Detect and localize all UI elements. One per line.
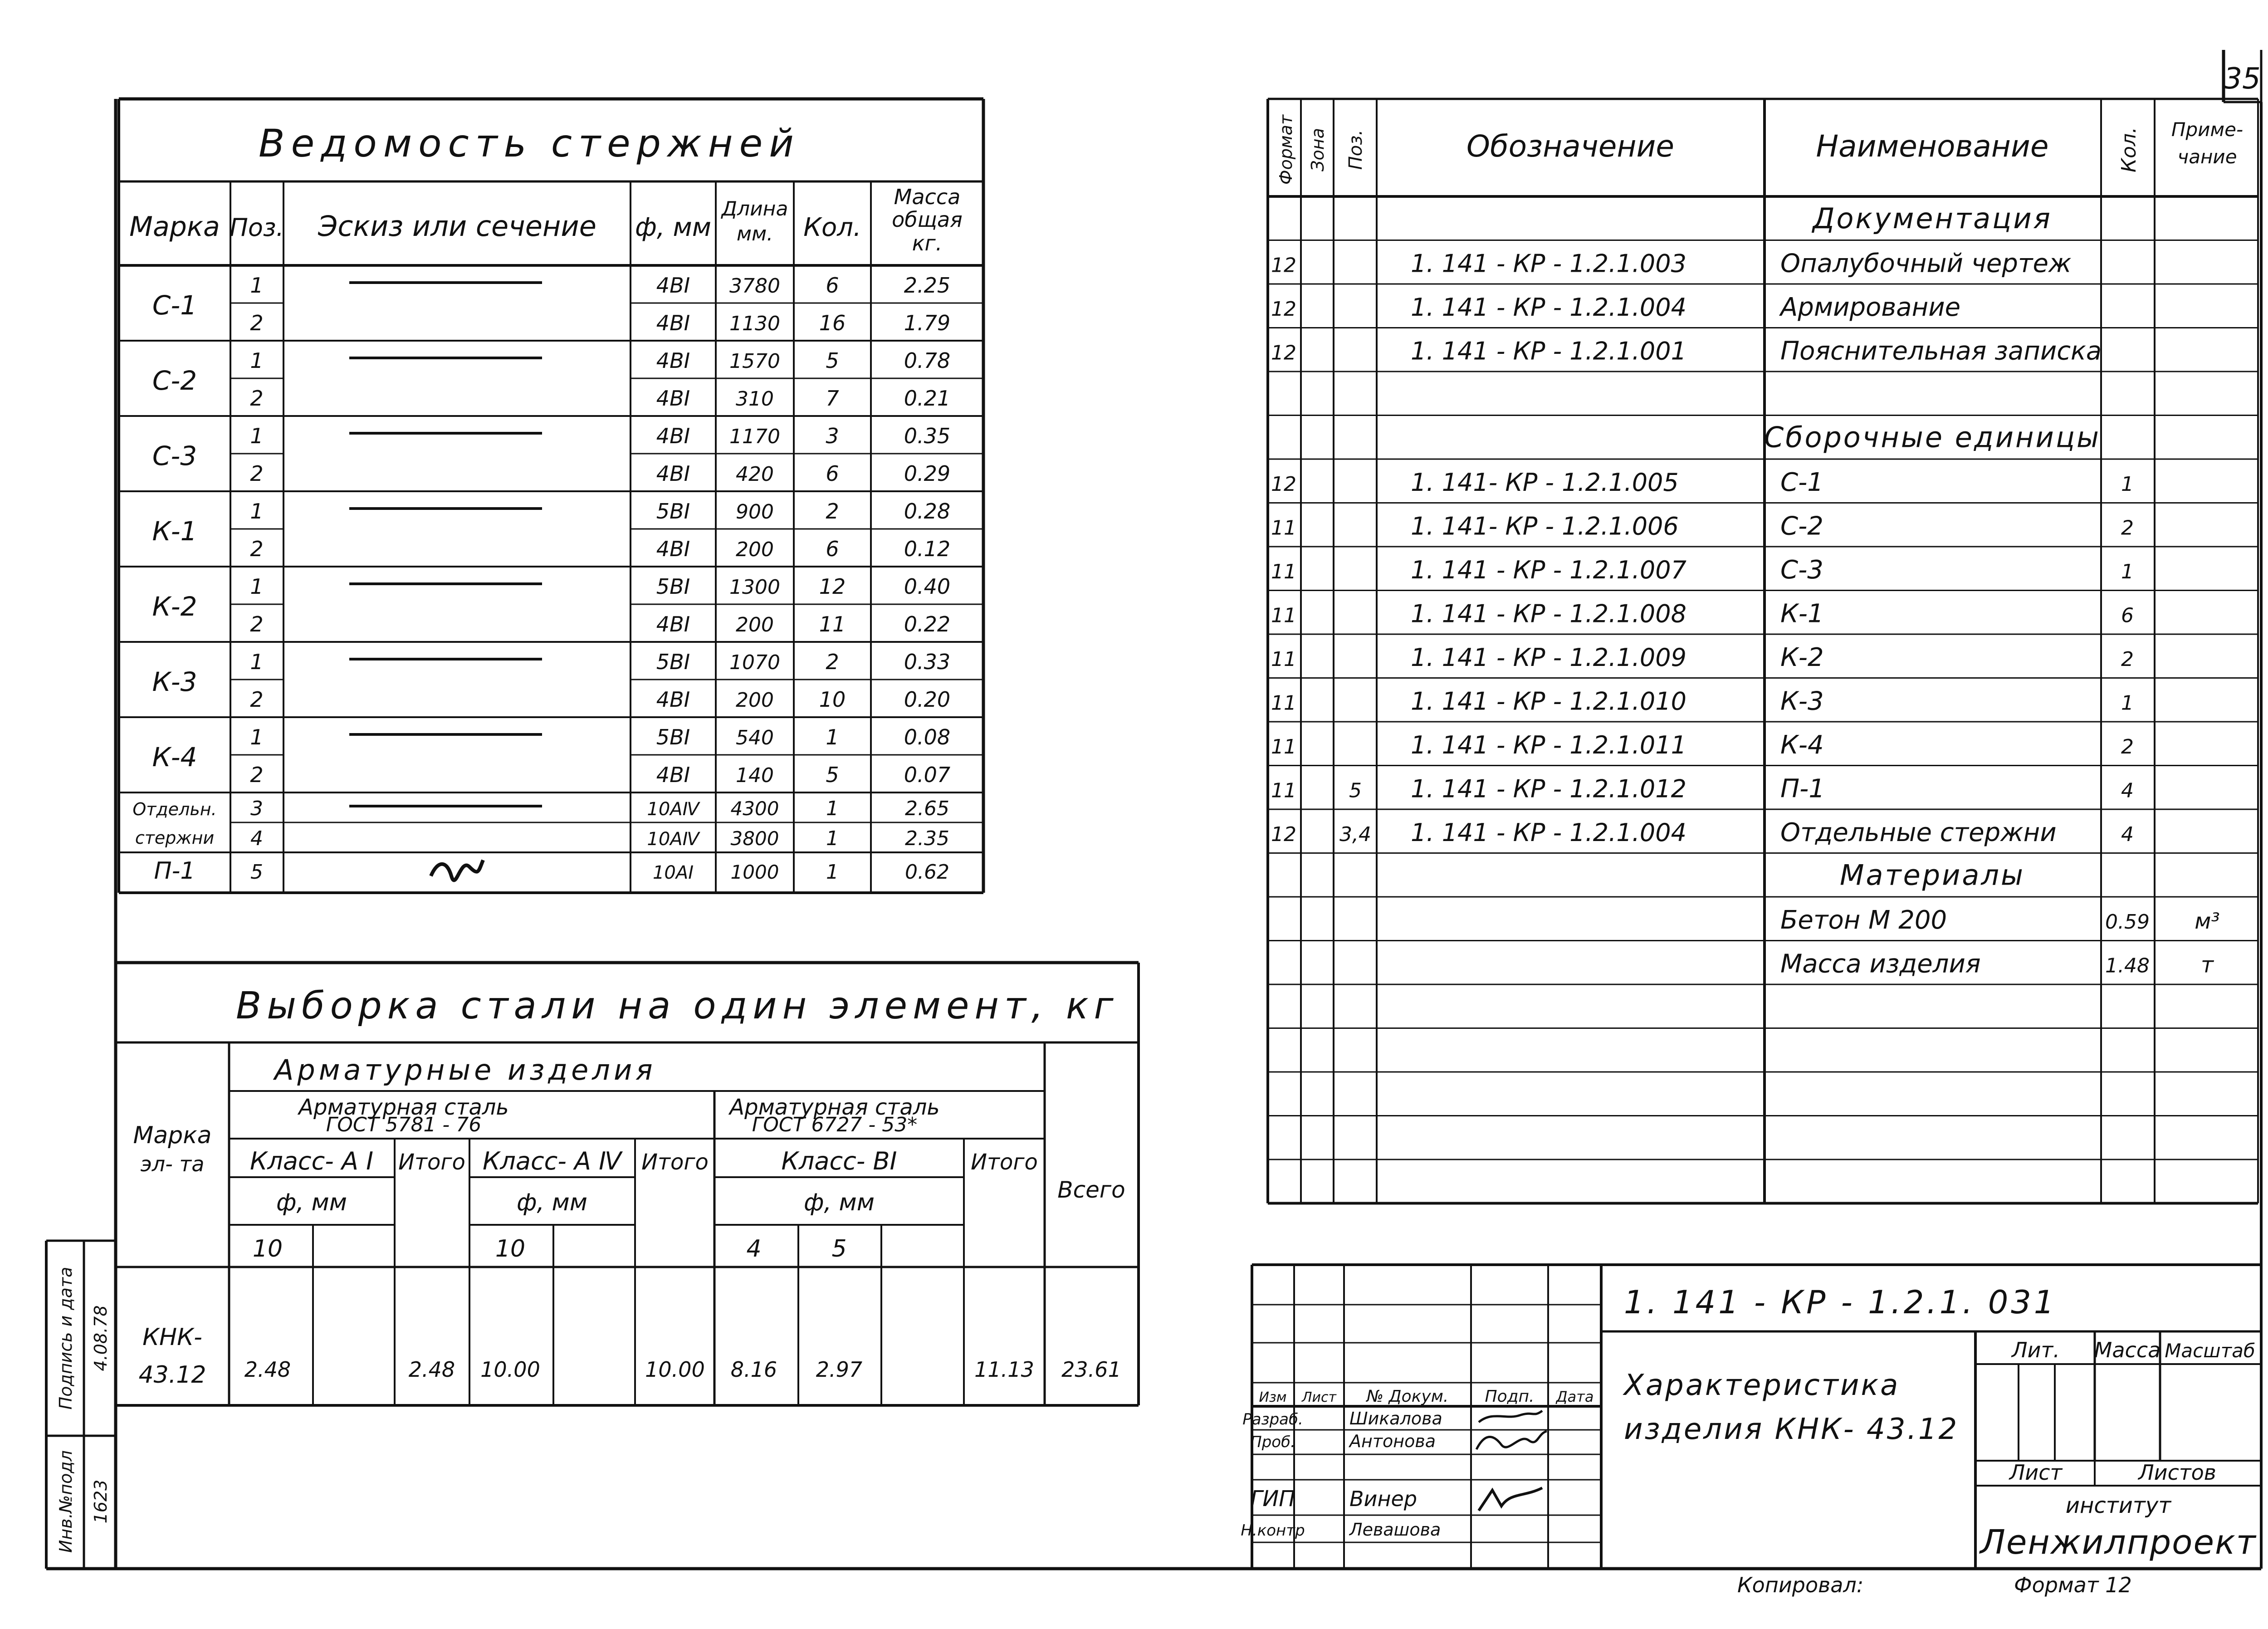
rod-pos: 2 [250,461,264,486]
spec-name: Масса изделия [1780,949,1981,979]
rod-diameter: 4ВI [656,348,690,373]
spec-format: 11 [1271,648,1296,671]
spec-qty: 2 [2121,648,2134,671]
rod-diameter: 4ВI [656,424,690,448]
header-note: Приме- [2171,118,2244,141]
rod-pos: 1 [250,348,264,373]
rod-qty: 6 [826,461,839,486]
steel-table-title: Выборка стали на один элемент, кг [236,984,1119,1027]
rod-diameter: 5ВI [656,725,690,749]
izm-label: Изм [1259,1389,1287,1405]
drawing-title: Характеристика [1624,1369,1900,1402]
rod-mass: 0.20 [904,687,951,712]
rod-diameter: 4ВI [656,687,690,712]
class-a4-header: Класс- А Ⅳ [483,1147,621,1175]
rod-group-mark: С-3 [152,440,197,471]
rod-mass: 0.78 [904,348,951,373]
rod-mass: 0.07 [904,763,951,787]
rod-mass: 0.33 [904,650,951,674]
rod-diameter: 10АI [652,862,694,883]
steel-value: 10.00 [480,1357,540,1382]
header-format: Формат [1276,114,1296,185]
spec-designation: 1. 141 - КР - 1.2.1.004 [1411,293,1686,322]
copied-label: Копировал: [1737,1573,1864,1597]
rod-length: 4300 [730,797,779,820]
spec-designation: 1. 141 - КР - 1.2.1.001 [1411,337,1686,366]
lit-label: Лит. [2012,1338,2060,1362]
header-mark: Марка [129,211,220,243]
itogo-header: Итого [971,1150,1038,1175]
itogo-header: Итого [641,1150,709,1175]
spec-designation: 1. 141 - КР - 1.2.1.011 [1411,731,1686,759]
org-name: Ленжилпроект [1980,1523,2257,1562]
rod-diameter: 4ВI [656,537,690,561]
header-mass: Масса [894,185,961,209]
rod-pos: 1 [250,574,264,599]
spec-name: Армирование [1780,293,1961,322]
rod-group-mark: К-1 [152,516,197,547]
rod-length: 900 [736,500,774,523]
side-sign-date-label: Подпись и дата [56,1267,76,1410]
signature [1479,1488,1542,1511]
steel-mark-header: Марка [133,1122,212,1149]
dia-header: ф, мм [276,1189,347,1216]
rod-pos: 4 [250,827,263,850]
doc-no-label: № Докум. [1366,1387,1449,1406]
spec-qty: 0.59 [2105,910,2150,934]
rod-mass: 2.35 [905,827,949,850]
sheets-label: Листов [2138,1460,2216,1485]
rod-qty: 2 [826,499,839,523]
spec-designation: 1. 141 - КР - 1.2.1.008 [1411,599,1686,628]
rod-mass: 2.65 [905,797,949,820]
spec-qty: 4 [2121,823,2134,846]
spec-format: 11 [1271,516,1296,540]
spec-name: К-1 [1780,599,1824,629]
spec-format: 11 [1271,604,1296,627]
spec-format: 11 [1271,735,1296,758]
format-label: Формат 12 [2014,1573,2132,1597]
rod-pos: 1 [250,424,264,448]
org-type: институт [2065,1493,2171,1518]
steel-mark-header: эл- та [140,1152,205,1176]
rod-diameter: 10АⅣ [647,799,699,820]
rod-pos: 5 [250,861,263,884]
dia-header: ф, мм [804,1189,875,1216]
steel-total: 23.61 [1061,1357,1121,1382]
side-inv-label: Инв.№подл [56,1450,76,1553]
person-role: Проб. [1250,1433,1295,1451]
rod-qty: 6 [826,273,839,298]
spec-name: К-2 [1780,643,1824,672]
date-label: Дата [1556,1388,1594,1405]
side-inv-value: 1623 [91,1479,111,1524]
drawing-title: изделия КНК- 43.12 [1624,1413,1959,1446]
steel-gost-a: Арматурная сталь [298,1095,509,1120]
person-name: Антонова [1349,1431,1436,1451]
spec-designation: 1. 141- КР - 1.2.1.006 [1411,512,1679,541]
header-length: Длина [721,197,788,220]
rod-mass: 1.79 [904,311,951,335]
signature [1476,1431,1547,1449]
rod-length: 200 [736,613,774,636]
rod-mass: 2.25 [904,273,951,298]
header-designation: Обозначение [1466,129,1674,164]
spec-section-title: Материалы [1840,858,2025,892]
rod-qty: 5 [826,348,839,373]
rod-length: 3780 [729,274,780,298]
spec-format: 11 [1271,779,1296,802]
rod-pos: 3 [250,797,263,820]
rod-qty: 3 [826,424,839,448]
signature [1479,1411,1542,1422]
document-code: 1. 141 - КР - 1.2.1. 031 [1624,1284,2057,1321]
person-role: ГИП [1250,1486,1295,1512]
products-header: Арматурные изделия [274,1053,656,1086]
mass-label: Масса [2094,1338,2161,1362]
rod-diameter: 10АⅣ [647,829,699,850]
rod-length: 310 [736,387,774,411]
spec-name: К-3 [1780,686,1824,716]
spec-designation: 1. 141 - КР - 1.2.1.004 [1411,818,1686,847]
person-name: Левашова [1349,1520,1441,1540]
rod-mass: 0.12 [904,537,951,561]
spec-qty: 6 [2121,604,2134,627]
specification-table [1268,99,2258,1203]
spec-section-title: Документация [1813,202,2052,235]
person-name: Винер [1349,1487,1418,1511]
rod-qty: 5 [826,763,839,787]
rod-qty: 1 [826,725,839,749]
header-zone: Зона [1308,128,1328,171]
spec-name: Отдельные стержни [1780,818,2057,847]
rod-pos: 2 [250,537,264,561]
header-qty: Кол. [803,213,861,242]
class-b1-header: Класс- ВI [781,1147,897,1175]
rod-length: 1170 [729,425,780,448]
header-dia: ф, мм [635,213,711,242]
dia-value: 10 [252,1235,283,1262]
spec-format: 12 [1271,823,1296,846]
list-label: Лист [1301,1389,1337,1405]
rod-qty: 2 [826,650,839,674]
spec-qty: 1.48 [2105,954,2150,978]
rod-length: 420 [736,463,774,486]
rod-qty: 1 [826,861,839,884]
rod-diameter: 4ВI [656,311,690,335]
element-mark: КНК- [142,1324,202,1351]
spec-qty: 4 [2121,779,2134,802]
rod-diameter: 4ВI [656,612,690,636]
spec-name: С-2 [1780,511,1823,541]
steel-table [116,963,1139,1405]
rod-qty: 1 [826,827,839,850]
person-role: Н.контр [1241,1521,1305,1540]
person-role: Разраб. [1242,1410,1303,1428]
spec-name: Бетон М 200 [1780,905,1947,935]
rod-length: 200 [736,689,774,712]
rod-diameter: 5ВI [656,499,690,523]
spec-format: 12 [1271,298,1296,321]
rod-length: 1130 [729,312,780,335]
dia-header: ф, мм [517,1189,587,1216]
steel-value: 11.13 [974,1357,1034,1382]
spec-name: С-3 [1780,555,1823,585]
spec-pos: 5 [1349,779,1362,802]
steel-value: 2.48 [408,1357,455,1382]
rod-mass: 0.28 [904,499,951,523]
rod-mass: 0.21 [904,386,951,411]
rod-mass: 0.35 [904,424,951,448]
spec-format: 12 [1271,341,1296,365]
header-mass: кг. [912,231,943,255]
dia-value: 4 [746,1235,762,1262]
rod-length: 1000 [730,861,779,883]
separate-rods-mark: стержни [135,828,215,848]
rod-group-mark: К-4 [152,742,197,773]
spec-name: К-4 [1780,730,1824,760]
spec-qty: 1 [2121,560,2134,583]
spec-note: т [2201,952,2214,978]
spec-qty: 1 [2121,473,2134,496]
spec-name: П-1 [1780,774,1825,804]
rod-qty: 7 [826,386,839,411]
rods-table [119,99,983,893]
rod-diameter: 5ВI [656,574,690,599]
spec-designation: 1. 141 - КР - 1.2.1.007 [1411,556,1686,584]
header-note: чание [2177,146,2237,168]
rod-mass: 0.22 [904,612,951,636]
spec-designation: 1. 141- КР - 1.2.1.005 [1411,468,1679,497]
sheet-number: 35 [2224,62,2261,96]
spec-designation: 1. 141 - КР - 1.2.1.010 [1411,687,1686,716]
rod-qty: 12 [819,574,846,599]
header-length-unit: мм. [736,222,773,245]
spec-format: 11 [1271,560,1296,583]
sign-label: Подп. [1485,1387,1535,1406]
header-mass: общая [892,207,963,232]
rod-length: 1070 [729,651,780,674]
steel-gost-b: ГОСТ 6727 - 53* [752,1113,918,1136]
sheet-label: Лист [2009,1460,2063,1485]
spec-name: С-1 [1780,468,1823,497]
separate-rods-mark: Отдельн. [132,799,217,819]
dia-value: 10 [495,1235,526,1262]
header-name: Наименование [1816,129,2049,164]
rod-pos: 2 [250,386,264,411]
rod-pos: 1 [250,499,264,523]
steel-value: 2.97 [816,1357,863,1382]
spec-note: м³ [2195,909,2220,934]
title-block [1241,1265,2261,1569]
spec-name: Пояснительная записка [1780,336,2102,366]
rod-qty: 1 [826,797,839,820]
rod-group-mark: П-1 [154,857,196,885]
rod-length: 1570 [729,350,780,373]
side-date-value: 4.08.78 [91,1305,111,1371]
rod-pos: 2 [250,763,264,787]
rod-group-mark: С-1 [152,290,197,321]
rod-pos: 2 [250,311,264,335]
rod-length: 3800 [730,827,779,850]
header-qty: Кол. [2117,127,2141,173]
header-pos: Поз. [1345,129,1366,170]
rod-qty: 10 [819,687,846,712]
bent-rod-sketch [431,860,483,880]
steel-value: 2.48 [244,1357,291,1382]
scale-label: Масштаб [2165,1340,2255,1362]
rod-length: 540 [736,726,774,749]
steel-gost-b: Арматурная сталь [729,1095,940,1120]
rod-diameter: 4ВI [656,763,690,787]
element-mark: 43.12 [138,1361,206,1389]
sheet-number-box [2224,50,2261,102]
vsego-header: Всего [1057,1177,1125,1203]
spec-section-title: Сборочные единицы [1764,421,2101,454]
rod-diameter: 4ВI [656,461,690,486]
spec-format: 12 [1271,473,1296,496]
header-sketch: Эскиз или сечение [318,210,596,243]
spec-designation: 1. 141 - КР - 1.2.1.012 [1411,774,1686,803]
spec-qty: 1 [2121,691,2134,715]
spec-pos: 3,4 [1339,823,1371,846]
rod-mass: 0.29 [904,461,951,486]
rods-table-title: Ведомость стержней [259,121,800,166]
rod-pos: 2 [250,687,264,712]
rod-diameter: 5ВI [656,650,690,674]
rod-diameter: 4ВI [656,273,690,298]
rod-qty: 6 [826,537,839,561]
rod-mass: 0.62 [905,861,949,884]
rod-pos: 2 [250,612,264,636]
rod-group-mark: К-3 [152,666,197,697]
rod-mass: 0.08 [904,725,951,749]
rod-pos: 1 [250,725,264,749]
spec-format: 12 [1271,254,1296,277]
rod-group-mark: С-2 [152,365,197,396]
spec-qty: 2 [2121,516,2134,540]
rod-pos: 1 [250,650,264,674]
rod-length: 1300 [729,576,780,599]
side-stamp [46,1241,116,1569]
steel-gost-a: ГОСТ 5781 - 76 [326,1113,482,1136]
rod-pos: 1 [250,273,264,298]
dia-value: 5 [831,1235,847,1262]
steel-value: 8.16 [730,1357,777,1382]
rod-mass: 0.40 [904,574,951,599]
spec-designation: 1. 141 - КР - 1.2.1.003 [1411,249,1686,278]
rod-qty: 16 [819,311,846,335]
rod-qty: 11 [819,612,846,636]
rod-group-mark: К-2 [152,591,197,622]
rod-length: 200 [736,538,774,561]
spec-qty: 2 [2121,735,2134,758]
class-a1-header: Класс- А I [249,1147,374,1175]
header-pos: Поз. [230,213,284,242]
spec-designation: 1. 141 - КР - 1.2.1.009 [1411,643,1686,672]
spec-name: Опалубочный чертеж [1780,249,2072,279]
person-name: Шикалова [1349,1409,1442,1428]
rod-diameter: 4ВI [656,386,690,411]
steel-value: 10.00 [645,1357,705,1382]
spec-format: 11 [1271,691,1296,715]
rod-length: 140 [736,764,774,787]
itogo-header: Итого [398,1150,465,1175]
